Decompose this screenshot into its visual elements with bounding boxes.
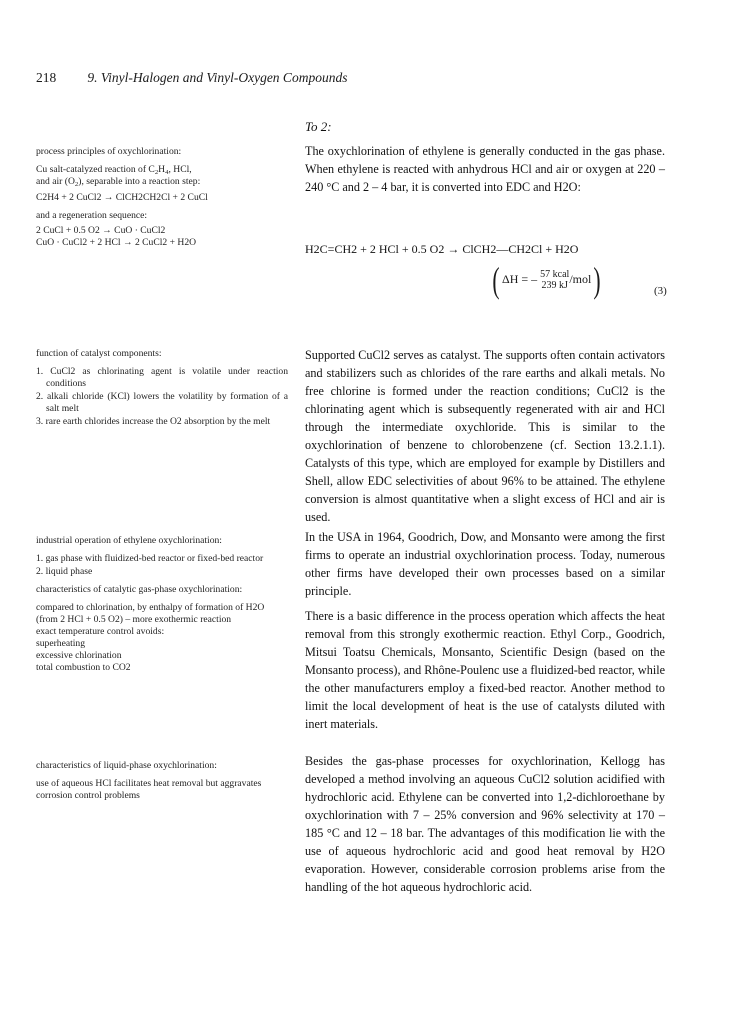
- note-title: function of catalyst components:: [36, 348, 162, 359]
- note-text: compared to chlorination, by enthalpy of formation of H2O (from 2 HCl + 0.5 O2) – more exothermic reaction: [36, 602, 265, 625]
- list-item: 2. alkali chloride (KCl) lowers the volatility by formation of a salt melt: [36, 391, 288, 414]
- enthalpy-fraction: 57 kcal 239 kJ: [540, 269, 570, 291]
- note-list: [36, 366, 288, 428]
- note-text: use of aqueous HCl facilitates heat removal but aggravates corrosion control problems: [36, 778, 262, 801]
- list-item: 2. liquid phase: [36, 566, 93, 577]
- list-item: 1. CuCl2 as chlorinating agent is volatile under reaction conditions: [36, 366, 288, 389]
- margin-note-liquid-phase: [36, 760, 288, 808]
- reaction-equation: H2C=CH2 + 2 HCl + 0.5 O2 → ClCH2—CH2Cl + H2O: [305, 242, 579, 256]
- note-title: characteristics of catalytic gas-phase oxychlorination:: [36, 584, 243, 595]
- note-regen-intro: and a regeneration sequence:: [36, 210, 148, 221]
- margin-note-process-principles: [36, 146, 288, 249]
- paragraph-1: The oxychlorination of ethylene is generally conducted in the gas phase. When ethylene is reacted with anhydrous HCl and air or oxygen at 220 – 240 °C and 2 – 4 bar, it is converted into EDC and H2O:: [305, 144, 665, 194]
- note-text: Cu salt-catalyzed reaction of $C_2H_4$, HCl, and air $(O_2)$, separable into a reaction step:: [36, 164, 201, 189]
- list-item: 1. gas phase with fluidized-bed reactor or fixed-bed reactor: [36, 553, 264, 564]
- note-avoid-list: exact temperature control avoids: superheating excessive chlorination total combustion to CO2: [36, 626, 165, 673]
- note-list: [36, 553, 288, 578]
- equation-number: (3): [654, 285, 667, 297]
- running-header: [36, 70, 347, 86]
- paragraph-2: Supported CuCl2 serves as catalyst. The supports often contain activators and stabilizers such as chlorides of the rare earths and alkali metals. No free chlorine is formed under the reaction conditions; CuCl2 is the chlorinating agent which is subsequently regenerated with air and HCl through the intermediate oxychloride. This is similar to the oxychlorination of benzene to chlorobenzene (cf. Section 13.2.1.1). Catalysts of this type, which are employed for example by Distillers and Shell, allow EDC selectivities of about 96% to be attained. The ethylene conversion is almost quantitative when a slight excess of HCl and air is used.: [305, 348, 665, 524]
- note-regen-sequence: 2 CuCl + 0.5 O2 → CuO · CuCl2 CuO · CuCl2 + 2 HCl → 2 CuCl2 + H2O: [36, 225, 197, 248]
- enthalpy-expression: ( ΔH = – 57 kcal 239 kJ /mol): [492, 260, 601, 300]
- note-title: characteristics of liquid-phase oxychlorination:: [36, 760, 217, 771]
- paragraph-5: Besides the gas-phase processes for oxychlorination, Kellogg has developed a method involving an aqueous CuCl2 solution acidified with hydrochloric acid. Ethylene can be converted into 1,2-dichloroethane by oxychlorination with 7 – 25% conversion and 96% selectivity at 170 – 185 °C and 12 – 18 bar. The advantages of this modification lie with the use of aqueous hydrochloric acid and good heat removal by H2O evaporation. However, considerable corrosion problems arise from the handling of the hot aqueous hydrochloric acid.: [305, 754, 665, 894]
- section-heading: To 2:: [305, 119, 332, 134]
- margin-note-catalyst-components: [36, 348, 288, 434]
- list-item: 3. rare earth chlorides increase the O2 absorption by the melt: [36, 416, 271, 427]
- note-title: industrial operation of ethylene oxychlorination:: [36, 535, 222, 546]
- page-number: 218: [36, 70, 57, 85]
- chapter-title: 9. Vinyl-Halogen and Vinyl-Oxygen Compounds: [87, 70, 348, 85]
- note-reaction-step: C2H4 + 2 CuCl2 → ClCH2CH2Cl + 2 CuCl: [36, 192, 208, 203]
- paragraph-3: In the USA in 1964, Goodrich, Dow, and Monsanto were among the first firms to operate an industrial oxychlorination process. Today, numerous other firms have developed their own processes based on a similar principle.: [305, 530, 665, 598]
- note-title: process principles of oxychlorination:: [36, 146, 182, 157]
- margin-note-industrial-operation: [36, 535, 288, 674]
- paragraph-4: There is a basic difference in the process operation which affects the heat removal from this strongly exothermic reaction. Ethyl Corp., Goodrich, Mitsui Toatsu Chemicals, Monsanto, Scientific Design (based on the Monsanto process), and Rhône-Poulenc use a fluidized-bed reactor, while the other manufacturers employ a fixed-bed reactor. Another method to limit the local development of heat is the use of catalysts diluted with inert materials.: [305, 609, 665, 731]
